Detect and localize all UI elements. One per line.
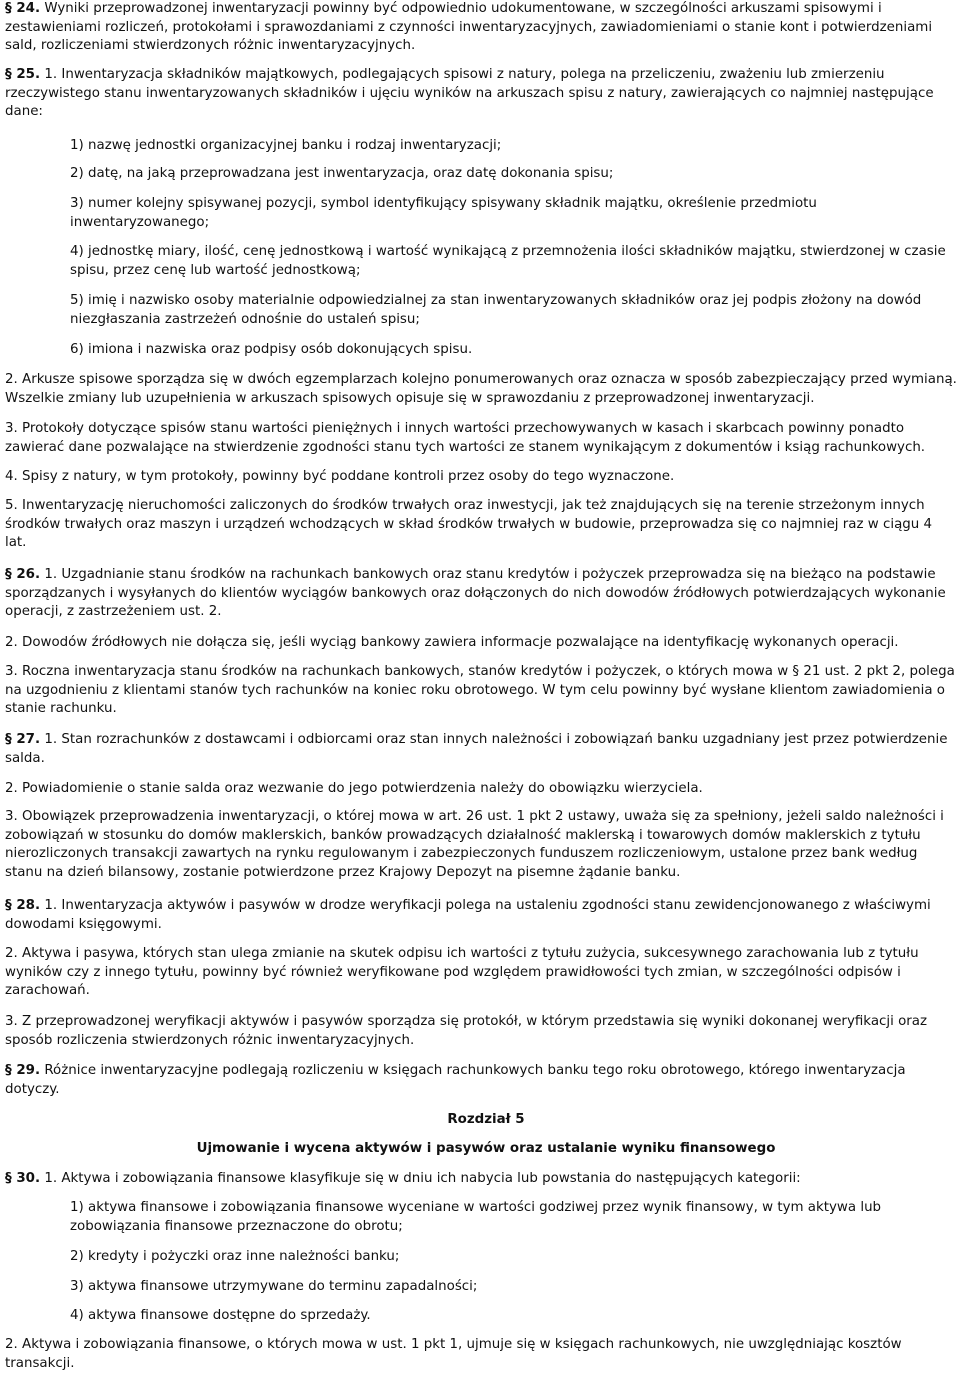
paragraph-text: 1. Aktywa i zobowiązania finansowe klasyfikuje się w dniu ich nabycia lub powstania do następujących kategorii: [40,1171,801,1186]
section-number: § 26. [5,567,41,582]
paragraph-text: 1. Uzgadnianie stanu środków na rachunkach bankowych oraz stanu kredytów i pożyczek przeprowadza się na bieżąco na podstawie sporządzanych i wysyłanych do klientów wyciągów bankowych oraz dołączonych do nich dowodów źródłowych potwierdzających wykonanie operacji, z zastrzeżeniem ust. 2. [5,567,946,620]
paragraph-text: 3) aktywa finansowe utrzymywane do terminu zapadalności; [70,1279,478,1294]
list-item [70,165,957,184]
paragraph-text: 3. Protokoły dotyczące spisów stanu wartości pieniężnych i innych wartości przechowywanych w kasach i skarbcach powinny ponadto zawierać dane pozwalające na stwierdzenie zgodności stanu tych wartości ze stanem wynikającym z dokumentów i ksiąg rachunkowych. [5,421,926,455]
paragraph-text: 1. Stan rozrachunków z dostawcami i odbiorcami oraz stan innych należności i zobowiązań banku uzgadniany jest przez potwierdzenie salda. [5,732,948,766]
paragraph-text: 4) jednostkę miary, ilość, cenę jednostkową i wartość wynikającą z przemnożenia ilości składników majątku, stwierdzonej w czasie spisu, przez cenę lub wartość jednostkową; [70,244,946,278]
paragraph-text: 5) imię i nazwisko osoby materialnie odpowiedzialnej za stan inwentaryzowanych składników oraz jej podpis złożony na dowód niezgłaszania zastrzeżeń odnośnie do ustaleń spisu; [70,293,922,327]
section-number: § 30. [5,1171,41,1186]
paragraph-text: Różnice inwentaryzacyjne podlegają rozliczeniu w księgach rachunkowych banku tego roku obrotowego, którego inwentaryzacja dotyczy. [5,1063,906,1097]
paragraph-text: 4) aktywa finansowe dostępne do sprzedaży. [70,1308,371,1323]
paragraph-text: 1. Inwentaryzacja składników majątkowych, podlegających spisowi z natury, polega na przeliczeniu, zważeniu lub zmierzeniu rzeczywistego stanu inwentaryzowanych składników i ujęciu wyników na arkuszach spisu z natury, zawierających co najmniej następujące dane: [5,67,934,120]
paragraph [5,945,957,1001]
paragraph-text: 2. Aktywa i pasywa, których stan ulega zmianie na skutek odpisu ich wartości z tytułu zużycia, sukcesywnego zarachowania lub z tytułu wyników czy z innego tytułu, powinny być również weryfikowane pod względem prawidłowości tych zmian, w szczególności odpisów i zarachowań. [5,946,919,999]
paragraph-text: 3. Roczna inwentaryzacja stanu środków na rachunkach bankowych, stanów kredytów i pożyczek, o których mowa w § 21 ust. 2 pkt 2, polega na uzgodnieniu z klientami stanów tych rachunków na koniec roku obrotowego. W tym celu powinny być wysłane klientom zawiadomienia o stanie rachunku. [5,664,955,717]
paragraph [5,66,957,122]
paragraph [5,663,957,719]
list-item [70,243,957,280]
paragraph [5,1336,957,1373]
list-item [70,1307,957,1326]
paragraph-text: 3. Obowiązek przeprowadzenia inwentaryzacji, o której mowa w art. 26 ust. 1 pkt 2 ustawy, uważa się za spełniony, jeżeli saldo należności i zobowiązań w stosunku do domów maklerskich, banków prowadzących działalność maklerską i towarowych domów maklerskich z tytułu nierozliczonych transakcji zawartych na rynku regulowanym i zabezpieczonych funduszem rozliczeniowym, ustalone przez bank według stanu na dzień bilansowy, zostanie potwierdzone przez Krajowy Depozyt na pisemne żądanie banku. [5,809,944,880]
paragraph-text: Ujmowanie i wycena aktywów i pasywów oraz ustalanie wyniku finansowego [196,1141,776,1156]
paragraph-text: 3) numer kolejny spisywanej pozycji, symbol identyfikujący spisywany składnik majątku, określenie przedmiotu inwentaryzowanego; [70,196,817,230]
paragraph [5,497,957,553]
paragraph-text: 2. Aktywa i zobowiązania finansowe, o których mowa w ust. 1 pkt 1, ujmuje się w księgach rachunkowych, nie uwzględniając kosztów transakcji. [5,1337,902,1371]
section-number: § 29. [5,1063,41,1078]
paragraph [5,566,957,622]
list-item [70,1248,957,1267]
paragraph [5,780,957,799]
list-item [70,341,957,360]
paragraph [5,808,957,882]
paragraph-text: Wyniki przeprowadzonej inwentaryzacji powinny być odpowiednio udokumentowane, w szczególności arkuszami spisowymi i zestawieniami rozliczeń, protokołami i sprawozdaniami z czynności inwentaryzacyjnych, zawiadomieniami o stanie kont i potwierdzeniami sald, rozliczeniami stwierdzonych różnic inwentaryzacyjnych. [5,1,933,54]
paragraph-text: 4. Spisy z natury, w tym protokoły, powinny być poddane kontroli przez osoby do tego wyznaczone. [5,469,675,484]
list-item [70,195,957,232]
paragraph [5,468,957,487]
paragraph [5,634,957,653]
paragraph-text: 2) datę, na jaką przeprowadzana jest inwentaryzacja, oraz datę dokonania spisu; [70,166,614,181]
list-item [70,1278,957,1297]
section-number: § 25. [5,67,41,82]
section-number: § 24. [5,1,41,16]
chapter-subtitle [5,1140,957,1159]
paragraph [5,1170,957,1189]
paragraph-text: Rozdział 5 [447,1112,525,1127]
paragraph [5,1062,957,1099]
paragraph-text: 3. Z przeprowadzonej weryfikacji aktywów i pasywów sporządza się protokół, w którym przedstawia się wyniki dokonanej weryfikacji oraz sposób rozliczenia stwierdzonych różnic inwentaryzacyjnych. [5,1014,928,1048]
section-number: § 27. [5,732,41,747]
list-item [70,137,957,156]
paragraph-text: 1) nazwę jednostki organizacyjnej banku i rodzaj inwentaryzacji; [70,138,502,153]
paragraph-text: 1. Inwentaryzacja aktywów i pasywów w drodze weryfikacji polega na ustaleniu zgodności stanu zewidencjonowanego z właściwymi dowodami księgowymi. [5,898,931,932]
paragraph-text: 1) aktywa finansowe i zobowiązania finansowe wyceniane w wartości godziwej przez wynik finansowy, w tym aktywa lub zobowiązania finansowe przeznaczone do obrotu; [70,1200,882,1234]
list-item [70,292,957,329]
chapter-title [5,1111,957,1130]
paragraph-text: 2. Powiadomienie o stanie salda oraz wezwanie do jego potwierdzenia należy do obowiązku wierzyciela. [5,781,703,796]
paragraph-text: 6) imiona i nazwiska oraz podpisy osób dokonujących spisu. [70,342,473,357]
paragraph [5,0,957,56]
paragraph-text: 5. Inwentaryzację nieruchomości zaliczonych do środków trwałych oraz inwestycji, jak też znajdujących się na terenie strzeżonym innych środków trwałych oraz maszyn i urządzeń wchodzących w skład środków trwałych w budowie, przeprowadza się co najmniej raz w ciągu 4 lat. [5,498,933,551]
section-number: § 28. [5,898,41,913]
paragraph-text: 2. Dowodów źródłowych nie dołącza się, jeśli wyciąg bankowy zawiera informacje pozwalające na identyfikację wykonanych operacji. [5,635,899,650]
paragraph-text: 2) kredyty i pożyczki oraz inne należności banku; [70,1249,400,1264]
paragraph [5,1013,957,1050]
paragraph [5,897,957,934]
list-item [70,1199,957,1236]
paragraph-text: 2. Arkusze spisowe sporządza się w dwóch egzemplarzach kolejno ponumerowanych oraz oznacza w sposób zabezpieczający przed wymianą. Wszelkie zmiany lub uzupełnienia w arkuszach spisowych opisuje się w sprawozdaniu z przeprowadzonej inwentaryzacji. [5,372,957,406]
paragraph [5,420,957,457]
paragraph [5,371,957,408]
paragraph [5,731,957,768]
